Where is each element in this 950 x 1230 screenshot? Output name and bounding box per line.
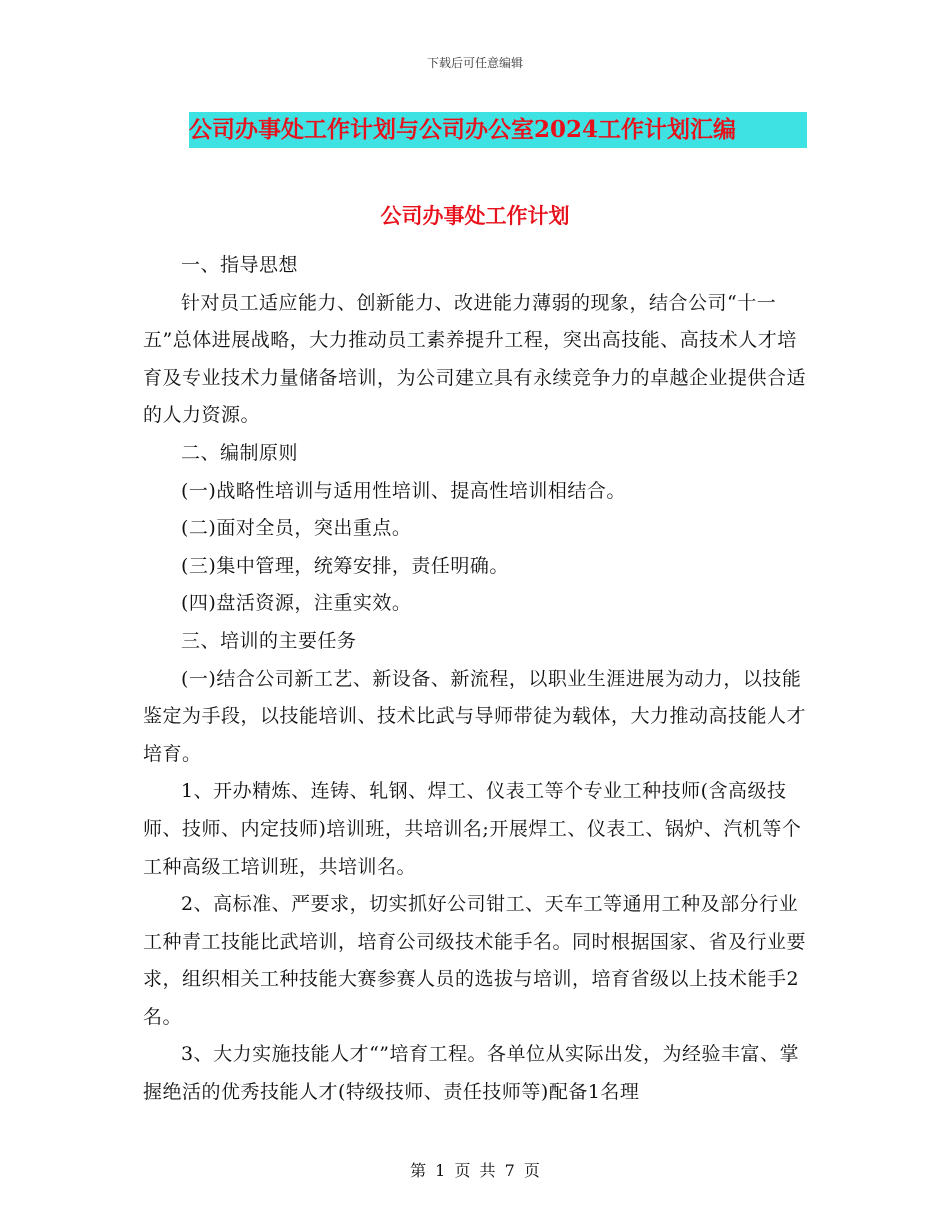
page-footer: 第 1 页 共 7 页 (410, 1161, 540, 1180)
paragraph: (一)结合公司新工艺、新设备、新流程，以职业生涯进展为动力，以技能鉴定为手段，以技能培训、技术比武与导师带徒为载体，大力推动高技能人才培育。 (143, 667, 807, 765)
list-item: (三)集中管理，统筹安排，责任明确。 (181, 554, 509, 577)
paragraph: 2、高标准、严要求，切实抓好公司钳工、天车工等通用工种及部分行业工种青工技能比武培训，培育公司级技术能手名。同时根据国家、省及行业要求，组织相关工种技能大赛参赛人员的选拔与培训，培育省级以上技术能手2名。 (143, 893, 807, 1028)
list-item: (四)盘活资源，注重实效。 (181, 592, 412, 615)
paragraph: 1、开办精炼、连铸、轧钢、焊工、仪表工等个专业工种技师(含高级技师、技师、内定技师)培训班，共培训名;开展焊工、仪表工、锅炉、汽机等个工种高级工培训班，共培训名。 (143, 780, 802, 878)
list-item: (二)面对全员，突出重点。 (181, 517, 412, 540)
paragraph: 3、大力实施技能人才“”培育工程。各单位从实际出发，为经验丰富、掌握绝活的优秀技能人才(特级技师、责任技师等)配备1名理 (143, 1043, 800, 1104)
list-item: (一)战略性培训与适用性培训、提高性培训相结合。 (181, 479, 626, 502)
document-body (143, 247, 810, 1112)
header-note: 下载后可任意编辑 (426, 56, 523, 70)
heading-main-training-tasks: 三、培训的主要任务 (181, 629, 357, 652)
heading-compilation-principles: 二、编制原则 (181, 441, 299, 464)
document-main-title: 公司办事处工作计划与公司办公室2024工作计划汇编 (189, 112, 807, 148)
heading-guiding-ideology: 一、指导思想 (181, 254, 299, 276)
section-title: 公司办事处工作计划 (380, 203, 570, 228)
paragraph: 针对员工适应能力、创新能力、改进能力薄弱的现象，结合公司“十一五”总体进展战略，大力推动员工素养提升工程，突出高技能、高技术人才培育及专业技术力量储备培训，为公司建立具有永续竞争力的卓越企业提供合适的人力资源。 (143, 291, 807, 427)
